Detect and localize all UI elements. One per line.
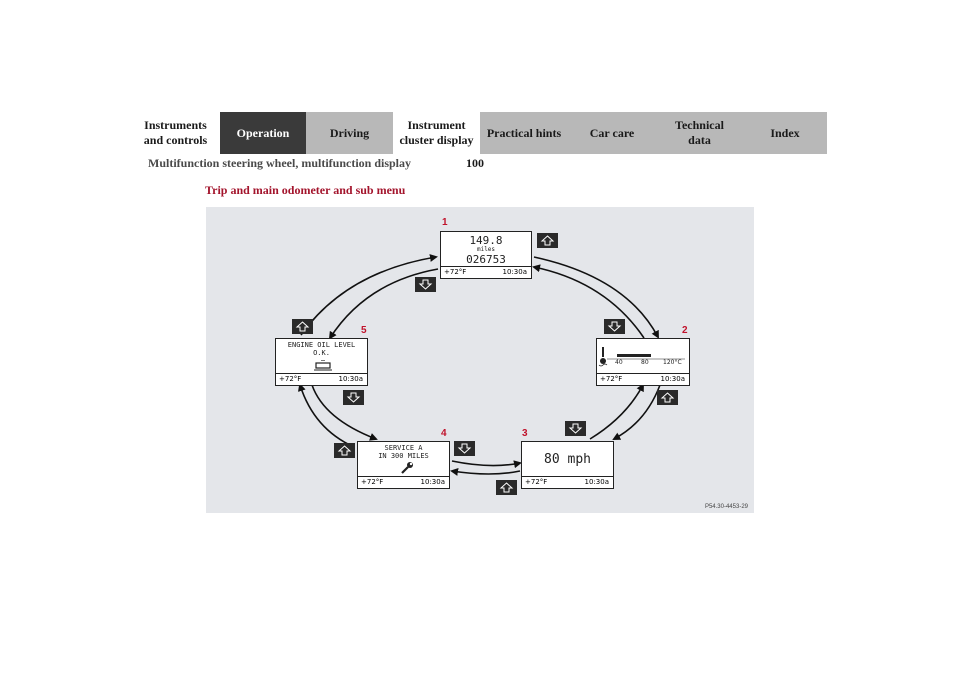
up-button-icon — [292, 319, 313, 334]
outside-temp: +72°F — [525, 478, 548, 486]
display-service-interval — [357, 441, 450, 489]
main-odometer-value: 026753 — [466, 253, 506, 266]
callout-4: 4 — [441, 428, 447, 439]
arrow-3-to-2 — [590, 385, 643, 439]
up-button-icon — [657, 390, 678, 405]
display-engine-oil-level — [275, 338, 368, 386]
scale-label-80: 80 — [641, 359, 649, 366]
page-header-title: Multifunction steering wheel, multifunction display — [148, 156, 412, 170]
tab-technical-data[interactable] — [656, 112, 743, 154]
arrow-2-to-1 — [534, 267, 644, 338]
speed-value: 80 mph — [544, 452, 591, 467]
callout-5: 5 — [361, 325, 367, 336]
chapter-tabs — [131, 112, 827, 154]
outside-temp: +72°F — [361, 478, 384, 486]
tab-instrument-cluster-display[interactable] — [393, 112, 480, 154]
arrow-4-to-3 — [452, 461, 520, 466]
outside-temp: +72°F — [279, 375, 302, 383]
outside-temp: +72°F — [600, 375, 623, 383]
down-button-icon — [454, 441, 475, 456]
clock-time: 10:30a — [338, 375, 363, 383]
thermometer-icon — [597, 339, 689, 373]
tab-practical-hints[interactable] — [480, 112, 568, 154]
service-line-1: SERVICE A — [384, 444, 423, 452]
tab-operation[interactable] — [220, 112, 306, 154]
arrow-5-to-1 — [301, 257, 436, 335]
clock-time: 10:30a — [660, 375, 685, 383]
callout-2: 2 — [682, 325, 688, 336]
tab-label: Operation — [236, 125, 290, 140]
trip-unit: miles — [476, 246, 496, 253]
status-bar — [358, 476, 449, 488]
section-subtitle: Trip and main odometer and sub menu — [205, 183, 406, 197]
service-line-2: IN 300 MILES — [378, 452, 429, 460]
clock-time: 10:30a — [420, 478, 445, 486]
down-button-icon — [343, 390, 364, 405]
figure-code: P54.30-4453-29 — [704, 504, 748, 510]
status-bar — [522, 476, 613, 488]
oil-line-2: O.K. — [313, 349, 330, 357]
tab-label: Technical data — [675, 118, 724, 147]
scale-label-40: 40 — [615, 359, 623, 366]
tab-car-care[interactable] — [568, 112, 656, 154]
tab-label: Practical hints — [486, 125, 562, 140]
arrow-3-to-4 — [452, 471, 520, 474]
status-bar — [276, 373, 367, 385]
arrow-2-to-3 — [614, 385, 660, 439]
outside-temp: +72°F — [444, 268, 467, 276]
oil-level-icon — [313, 360, 333, 372]
tab-label: Car care — [589, 125, 635, 140]
display-trip-odometer — [440, 231, 532, 279]
tab-label: Index — [770, 125, 800, 140]
scale-label-120: 120°C — [663, 359, 682, 366]
wrench-icon — [400, 461, 414, 475]
clock-time: 10:30a — [502, 268, 527, 276]
display-coolant-temperature — [596, 338, 690, 386]
page-number: 100 — [466, 156, 484, 170]
up-button-icon — [334, 443, 355, 458]
up-button-icon — [496, 480, 517, 495]
down-button-icon — [415, 277, 436, 292]
oil-line-1: ENGINE OIL LEVEL — [287, 341, 356, 349]
status-bar — [597, 373, 689, 385]
callout-1: 1 — [442, 217, 448, 228]
arrow-1-to-2 — [534, 257, 658, 337]
clock-time: 10:30a — [584, 478, 609, 486]
tab-driving[interactable] — [306, 112, 393, 154]
tab-label: Driving — [329, 125, 370, 140]
trip-value: 149.8 — [469, 234, 503, 247]
down-button-icon — [604, 319, 625, 334]
display-cycle-figure — [206, 207, 754, 513]
up-button-icon — [537, 233, 558, 248]
display-speed — [521, 441, 614, 489]
down-button-icon — [565, 421, 586, 436]
status-bar — [441, 266, 531, 278]
tab-instruments-and-controls[interactable] — [131, 112, 220, 154]
tab-label: Instrument cluster display — [399, 118, 474, 147]
callout-3: 3 — [522, 428, 528, 439]
tab-index[interactable] — [743, 112, 827, 154]
tab-label: Instruments and controls — [143, 118, 208, 147]
